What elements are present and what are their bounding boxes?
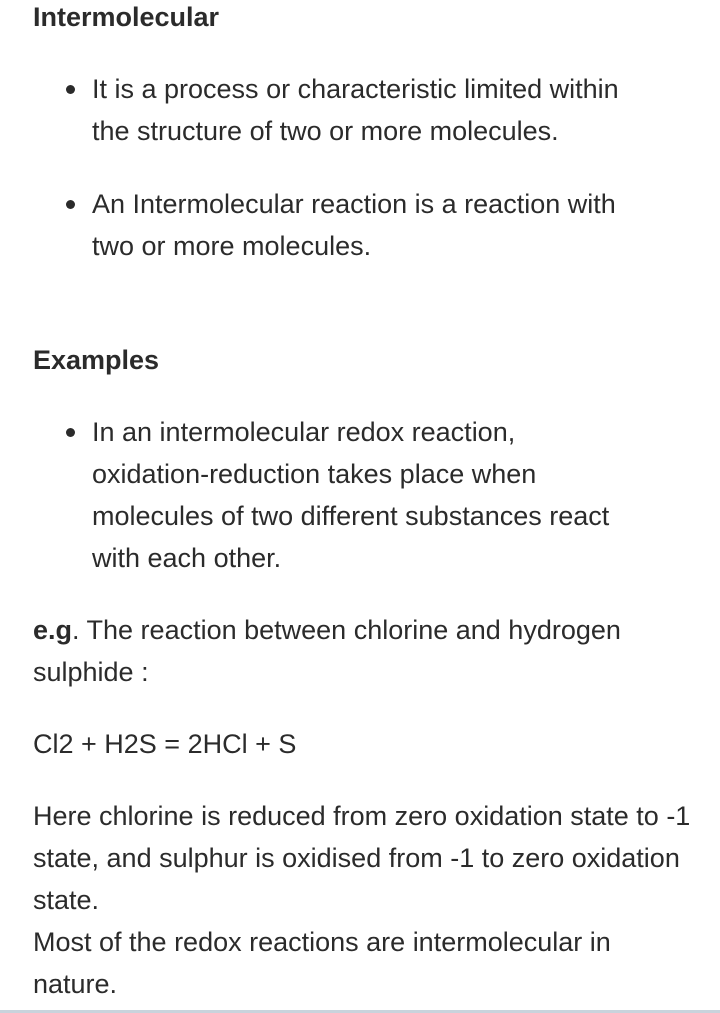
- eg-label: e.g: [33, 615, 73, 645]
- list-item: [33, 68, 673, 152]
- heading-examples: Examples: [33, 345, 160, 375]
- examples-bullet-list: [33, 411, 673, 579]
- explanation-text: [33, 795, 693, 1005]
- eg-text: . The reaction between chlorine and hydrogen sulphide :: [33, 615, 621, 687]
- heading-intermolecular: Intermolecular: [33, 2, 220, 32]
- example-intro: [33, 609, 693, 693]
- chemical-equation: Cl2 + H2S = 2HCl + S: [33, 729, 297, 759]
- bullet-icon: [66, 200, 75, 209]
- bullet-icon: [66, 85, 75, 94]
- explanation-sentence: Here chlorine is reduced from zero oxidation state to -1 state, and sulphur is oxidised from -1 to zero oxidation state.: [33, 801, 691, 915]
- conclusion-sentence: Most of the redox reactions are intermolecular in nature.: [33, 927, 611, 999]
- bullet-text: In an intermolecular redox reaction, oxidation-reduction takes place when molecules of two different substances react with each other.: [92, 417, 610, 573]
- list-item: [33, 411, 673, 579]
- list-item: [33, 183, 673, 267]
- bullet-text: It is a process or characteristic limited within the structure of two or more molecules.: [92, 74, 619, 146]
- bullet-icon: [66, 428, 75, 437]
- intermolecular-bullet-list: [33, 68, 673, 267]
- bullet-text: An Intermolecular reaction is a reaction with two or more molecules.: [92, 189, 616, 261]
